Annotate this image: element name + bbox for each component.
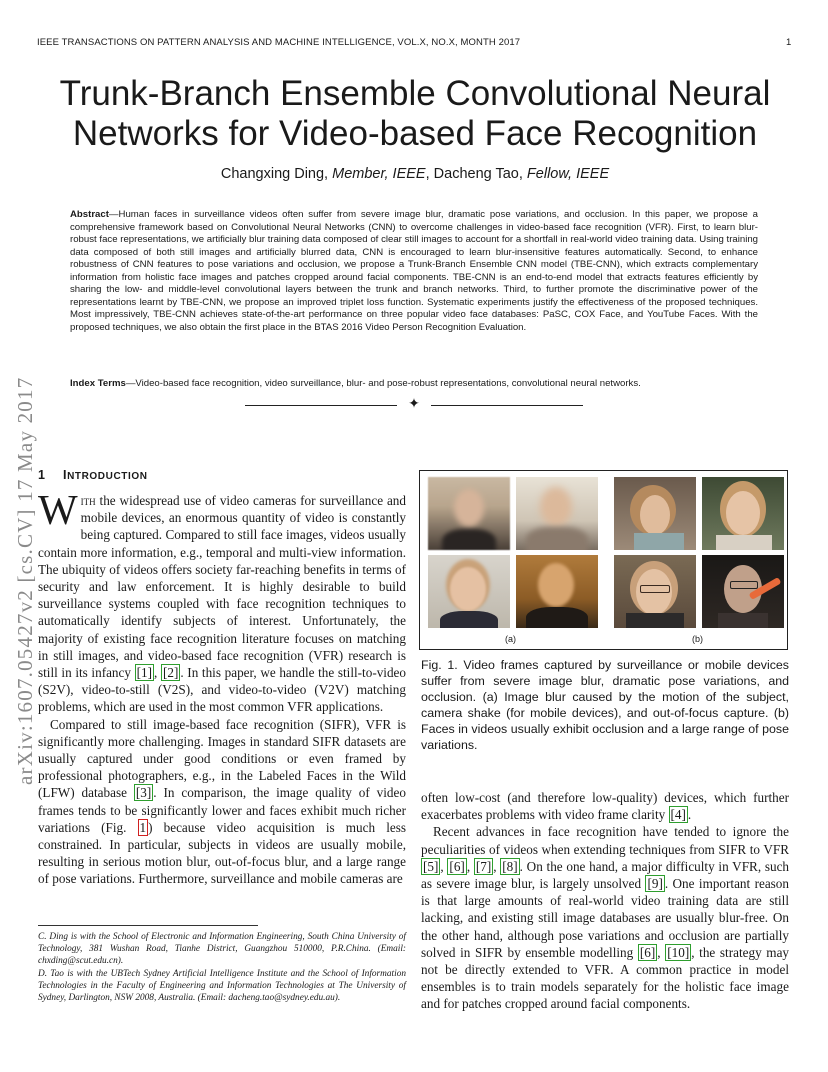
figure-link[interactable]: 1 — [139, 819, 147, 835]
citation-link[interactable]: [10] — [667, 944, 690, 960]
subfigure-label-b: (b) — [692, 634, 703, 644]
citation-link[interactable]: [7] — [475, 858, 492, 874]
citation-link[interactable]: [4] — [670, 807, 686, 823]
index-terms-label: Index Terms — [70, 378, 126, 389]
pose-variation-face-image — [614, 477, 696, 550]
citation-link[interactable]: [3] — [135, 785, 152, 801]
separator-line-right — [431, 405, 583, 406]
intro-paragraph-2 — [38, 716, 406, 888]
index-terms — [70, 378, 758, 391]
arxiv-identifier: arXiv:1607.05427v2 [cs.CV] 17 May 2017 — [13, 376, 37, 785]
blurred-face-image — [428, 477, 510, 550]
comma: , — [493, 858, 501, 874]
comma: , — [657, 944, 666, 960]
right-p2-text-d: , the strategy may not be directly extended to VFR. A common practice in model ensembles is to train models separately for the holistic face image and for patches cropped around facial components. — [421, 944, 790, 1012]
right-p2-text-c: . One important reason is that large amounts of real-world video training data are still lacking, and existing still image databases are usually blur-free. On the other hand, although pose variations and occlusion are partially solved in SIFR by ensemble modelling — [421, 876, 789, 960]
comma: , — [466, 858, 474, 874]
separator-line-left — [245, 405, 397, 406]
right-p1-text-a: often low-cost (and therefore low-quality) devices, which further exacerbates problems with video frame clarity — [421, 790, 789, 823]
citation-link[interactable]: [8] — [502, 858, 518, 874]
footnote-author-1: C. Ding is with the School of Electronic and Information Engineering, South China University of Technology, 381 Wushan Road, Tianhe District, Guangzhou 510000, P.R.China. (Email: chxding@scut.edu.cn). — [38, 932, 406, 967]
author-2-role: Fellow, IEEE — [526, 166, 610, 182]
title-line-1: Trunk-Branch Ensemble Convolutional Neural — [59, 74, 771, 113]
section-title-rest: NTRODUCTION — [67, 471, 148, 482]
citation-link[interactable]: [9] — [647, 876, 663, 892]
title-line-2: Networks for Video-based Face Recognition — [72, 114, 758, 153]
section-title-initial: I — [63, 468, 68, 482]
citation-link[interactable]: [2] — [162, 665, 179, 681]
subfigure-label-a: (a) — [505, 634, 516, 644]
page-number: 1 — [786, 37, 792, 48]
author-sep: , Dacheng Tao, — [425, 166, 527, 182]
intro-p1-text-a: the widespread use of video cameras for surveillance and mobile devices, an enormous quantity of video is constantly being captured. Compared to still face images, videos usually contain more information, e.g., temporal and multi-view information. The ubiquity of videos offers society far-reaching benefits in terms of security and law enforcement. It is highly desirable to build surveillance systems coupled with face recognition techniques to automatically identify subjects of interest. Unfortunately, the majority of existing face recognition literature focuses on matching in still images, and video-based face recognition (VFR) research is still in its infancy — [38, 493, 406, 681]
author-1: Changxing Ding, — [220, 166, 333, 182]
section-title — [63, 468, 148, 482]
paper-title — [40, 74, 790, 154]
abstract — [70, 209, 758, 334]
separator-star-icon: ✦ — [408, 397, 420, 412]
author-line — [40, 166, 790, 182]
footnote-author-2: D. Tao is with the UBTech Sydney Artificial Intelligence Institute and the School of Information Technologies in the Faculty of Engineering and Information Technologies at The University of Sydney, Darlington, NSW 2008, Australia. (Email: dacheng.tao@sydney.edu.au). — [38, 968, 406, 1004]
abstract-label: Abstract — [70, 209, 109, 220]
drop-cap: W — [38, 488, 78, 534]
blurred-face-image — [516, 477, 598, 550]
citation-link[interactable]: [6] — [639, 944, 656, 960]
running-head: IEEE TRANSACTIONS ON PATTERN ANALYSIS AND MACHINE INTELLIGENCE, VOL.X, NO.X, MONTH 2017 — [37, 37, 521, 48]
intro-p2-text-c: ) because video acquisition is much less constrained. In particular, subjects in videos are usually mobile, resulting in serious motion blur, out-of-focus blur, and a large range of pose variations. Furthermore, surveillance and mobile cameras are — [38, 819, 406, 887]
occlusion-face-image — [702, 555, 784, 628]
section-number: 1 — [38, 468, 45, 482]
right-column — [421, 789, 789, 1013]
citation-link[interactable]: [1] — [136, 665, 153, 681]
citation-link[interactable]: [5] — [423, 858, 439, 874]
comma: , — [440, 858, 448, 874]
abstract-text: —Human faces in surveillance videos often suffer from severe image blur, dramatic pose variations, and occlusion. In this paper, we propose a comprehensive framework based on Convolutional Neural Networks (CNN) to overcome challenges in video-based face recognition (VFR). First, to learn blur-robust face representations, we artificially blur training data composed of clear still images to account for a shortfall in real-world video training data. Using training data composed of both still images and artificially blurred data, CNN is encouraged to learn blur-insensitive features automatically. Second, to enhance robustness of CNN features to pose variations and occlusion, we propose a Trunk-Branch Ensemble CNN model (TBE-CNN), which extracts complementary information from holistic face images and patches cropped around facial components. TBE-CNN is an end-to-end model that extracts features efficiently by sharing the low- and middle-level convolutional layers between the trunk and branch networks. Third, to further promote the discriminative power of the representations learnt by TBE-CNN, we propose an improved triplet loss function. Systematic experiments justify the effectiveness of the proposed techniques. Most impressively, TBE-CNN achieves state-of-the-art performance on three popular video face databases: PaSC, COX Face, and YouTube Faces. With the proposed techniques, we also obtain the first place in the BTAS 2016 Video Person Recognition Evaluation. — [70, 209, 758, 333]
author-1-role: Member, IEEE — [332, 166, 426, 182]
figure-caption: Fig. 1. Video frames captured by surveillance or mobile devices suffer from severe image blur, dramatic pose variations, and occlusion. (a) Image blur caused by the motion of the subject, camera shake (for mobile devices), and out-of-focus capture. (b) Faces in videos usually exhibit occlusion and a large range of pose variations. — [421, 658, 789, 752]
citation-link[interactable]: [6] — [449, 858, 465, 874]
blurred-face-image — [428, 555, 510, 628]
figure-1 — [419, 470, 788, 650]
footnote — [38, 931, 406, 1004]
intro-p2-text-b: . In comparison, the image quality of video frames tends to be significantly lower and faces exhibit much richer variations (Fig. — [38, 785, 406, 835]
right-p1-text-b: . — [687, 807, 692, 823]
index-terms-text: —Video-based face recognition, video surveillance, blur- and pose-robust representations, convolutional neural networks. — [125, 378, 641, 389]
footnote-rule — [38, 925, 258, 926]
right-p2-text-a: Recent advances in face recognition have tended to ignore the peculiarities of videos when extending techniques from SIFR to VFR — [421, 824, 789, 857]
comma: , — [154, 665, 161, 681]
right-p2-text-b: . On the one hand, a major difficulty in VFR, such as severe image blur, is largely unsolved — [421, 858, 790, 892]
intro-paragraph-1 — [38, 488, 407, 716]
right-paragraph-1 — [421, 789, 789, 823]
right-paragraph-2 — [421, 823, 789, 1012]
intro-p2-text-a: Compared to still image-based face recognition (SIFR), VFR is significantly more challenging. Images in standard SIFR datasets are usually captured under good conditions or even framed by professional photographers, e.g., in the Labeled Faces in the Wild (LFW) database — [38, 716, 406, 801]
pose-variation-face-image — [614, 555, 696, 628]
intro-p1-text-b: . In this paper, we handle the still-to-video (S2V), video-to-still (V2S), and video-to-video (V2V) matching problems, which are used in the most common VFR applications. — [38, 665, 407, 715]
blurred-face-image — [516, 555, 598, 628]
left-column — [38, 488, 407, 888]
intro-smallcaps: ith — [80, 493, 96, 508]
pose-variation-face-image — [702, 477, 784, 550]
